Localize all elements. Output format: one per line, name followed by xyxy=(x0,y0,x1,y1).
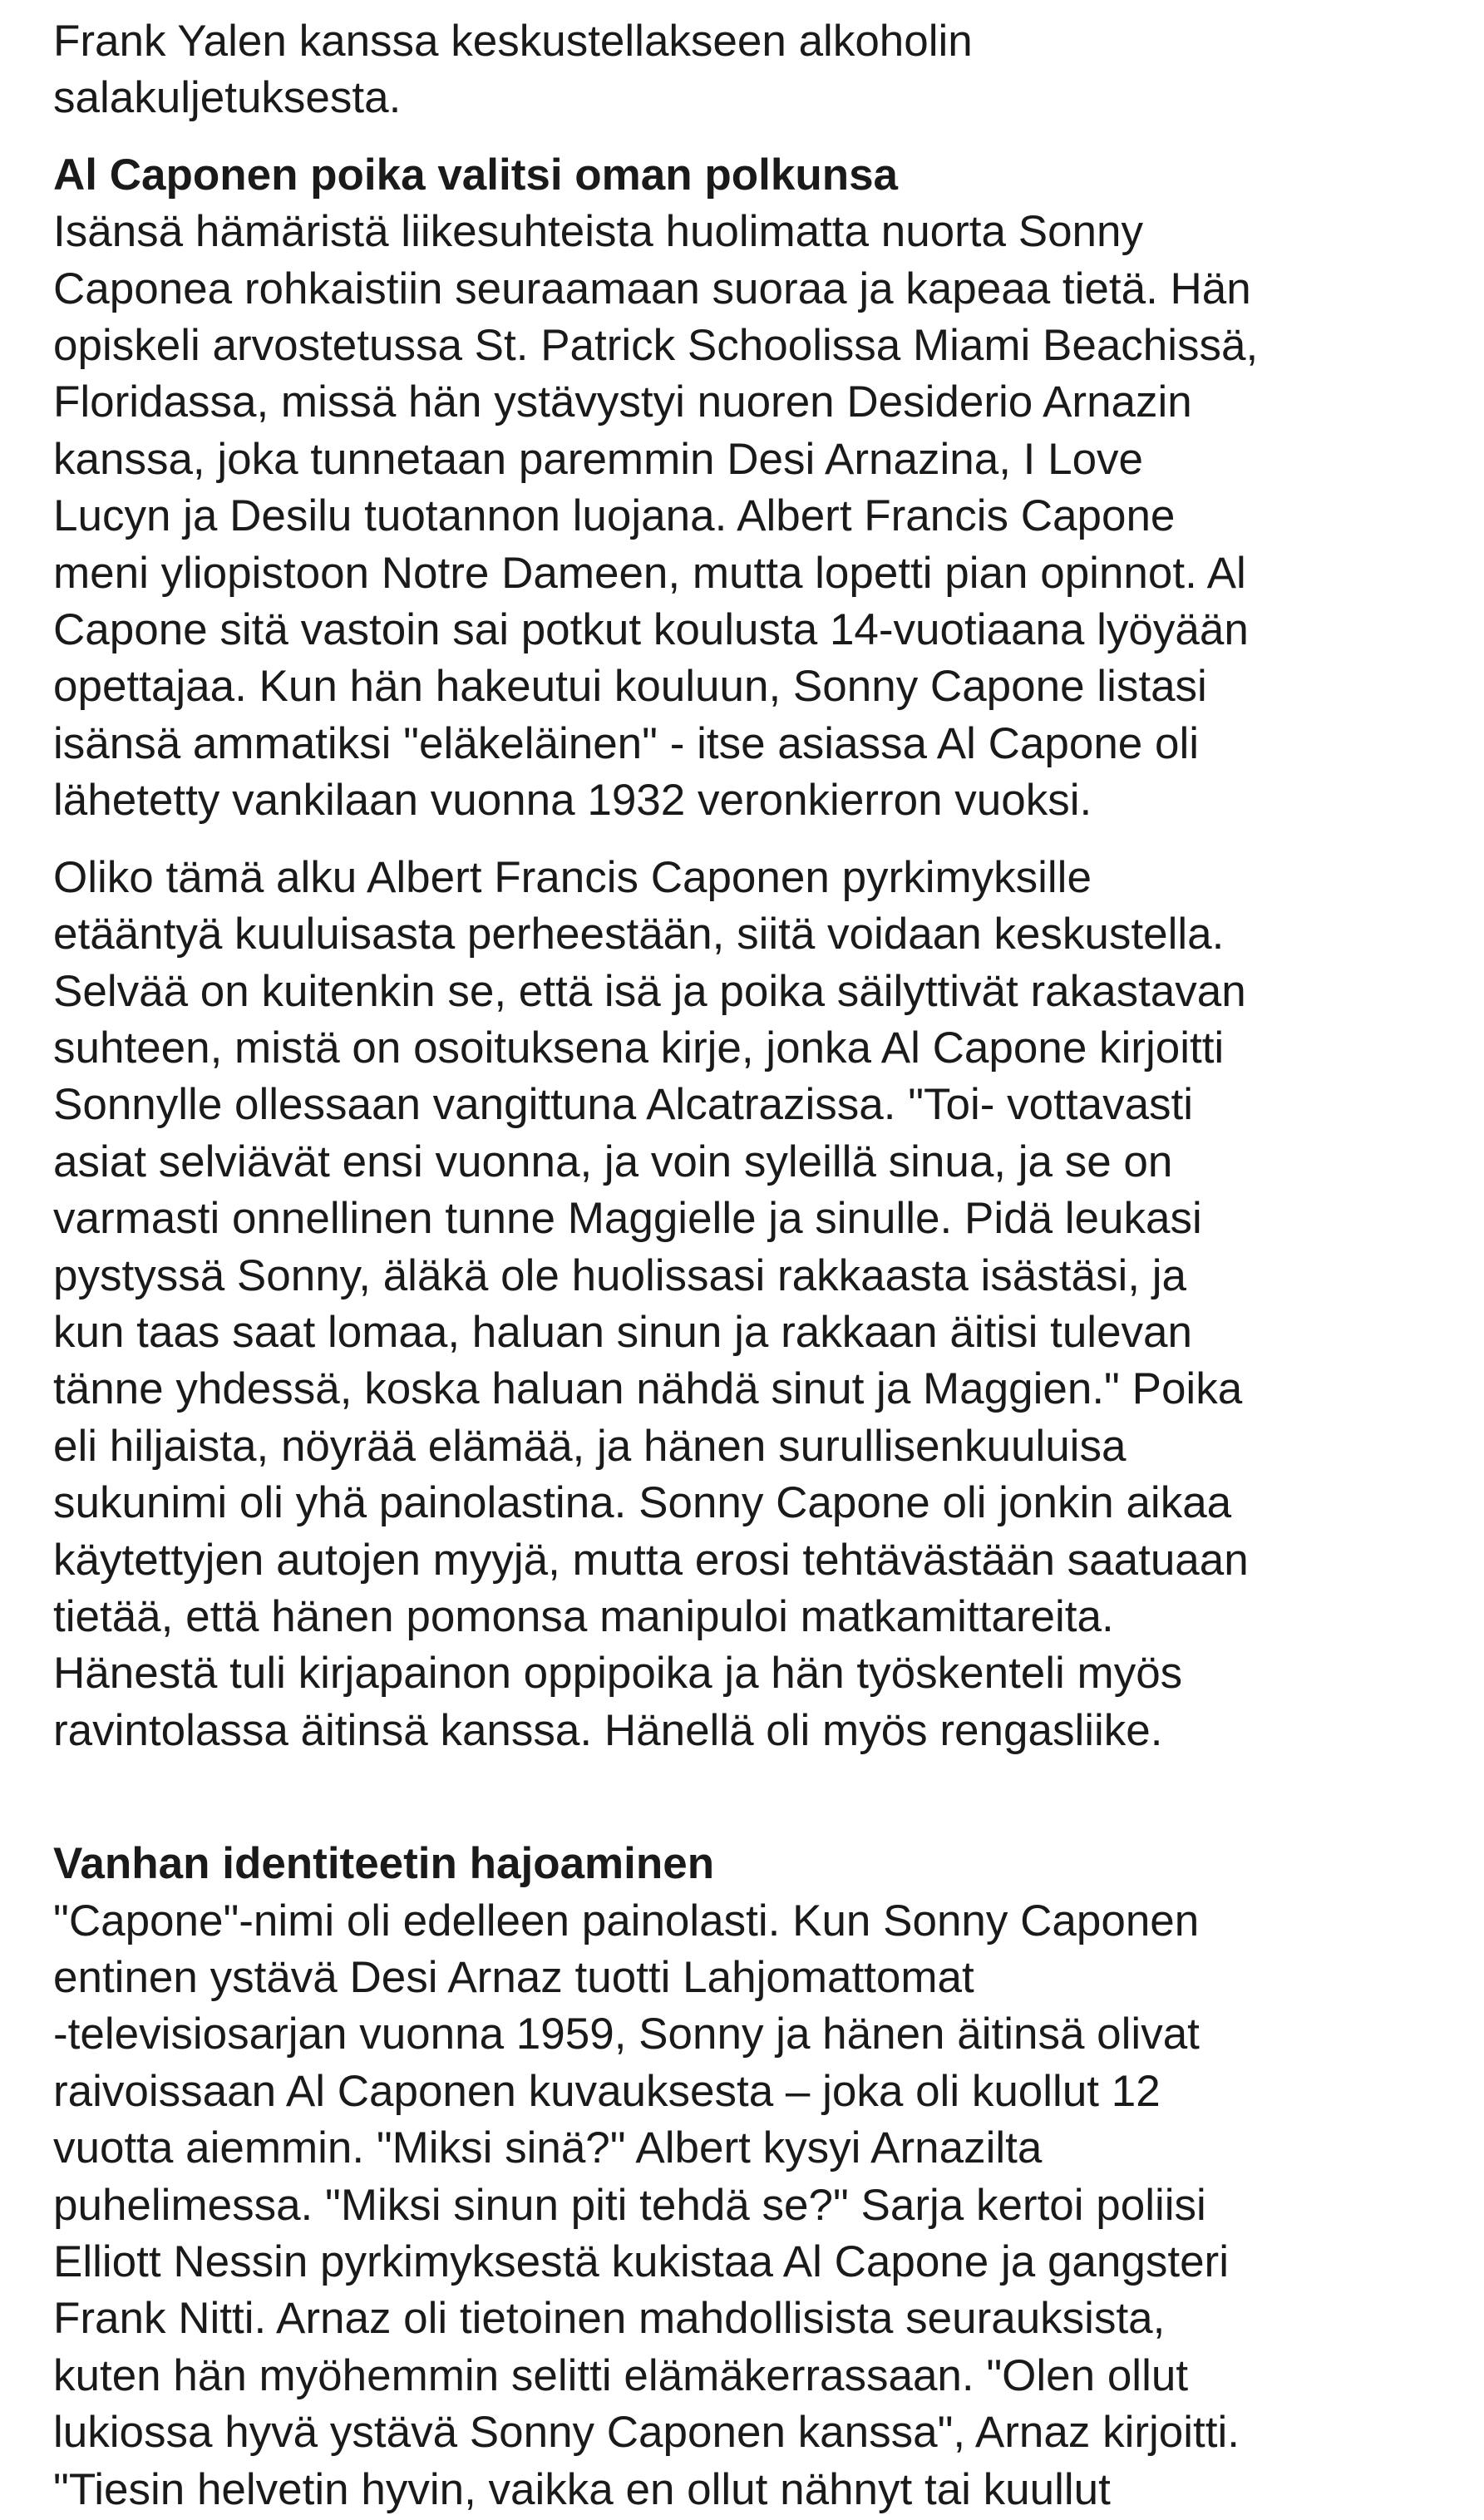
text-line: tänne yhdessä, koska haluan nähdä sinut ja Maggien." Poika xyxy=(53,1364,1243,1414)
section-heading: Vanhan identiteetin hajoaminen xyxy=(53,1839,715,1889)
text-line: opettajaa. Kun hän hakeutui kouluun, Sonny Capone listasi xyxy=(53,662,1207,712)
text-line: puhelimessa. "Miksi sinun piti tehdä se?" Sarja kertoi poliisi xyxy=(53,2180,1206,2230)
text-line: käytettyjen autojen myyjä, mutta erosi tehtävästään saatuaan xyxy=(53,1535,1249,1585)
text-line: sukunimi oli yhä painolastina. Sonny Capone oli jonkin aikaa xyxy=(53,1478,1232,1528)
section-vanhan-identiteetin-hajoaminen xyxy=(53,1836,1467,2518)
body-paragraph xyxy=(53,850,1467,1760)
text-line: Caponea rohkaistiin seuraamaan suoraa ja kapeaa tietä. Hän xyxy=(53,264,1251,313)
text-line: suhteen, mistä on osoituksena kirje, jonka Al Capone kirjoitti xyxy=(53,1023,1225,1073)
text-line: Isänsä hämäristä liikesuhteista huolimatta nuorta Sonny xyxy=(53,207,1143,257)
text-line: isänsä ammatiksi "eläkeläinen" - itse asiassa Al Capone oli xyxy=(53,718,1200,768)
text-line: kanssa, joka tunnetaan paremmin Desi Arnazina, I Love xyxy=(53,434,1144,484)
body-paragraph xyxy=(53,1893,1467,2518)
body-paragraph xyxy=(53,204,1467,829)
text-line: Floridassa, missä hän ystävystyi nuoren Desiderio Arnazin xyxy=(53,377,1192,427)
section-heading: Al Caponen poika valitsi oman polkunsa xyxy=(53,150,899,200)
text-line: -televisiosarjan vuonna 1959, Sonny ja hänen äitinsä olivat xyxy=(53,2010,1200,2059)
text-line: lähetetty vankilaan vuonna 1932 veronkierron vuoksi. xyxy=(53,776,1092,826)
text-line: kuten hän myöhemmin selitti elämäkerrassaan. "Olen ollut xyxy=(53,2350,1189,2400)
text-line: opiskeli arvostetussa St. Patrick Schoolissa Miami Beachissä, xyxy=(53,321,1259,371)
text-line: pystyssä Sonny, äläkä ole huolissasi rakkaasta isästäsi, ja xyxy=(53,1250,1186,1300)
text-line: varmasti onnellinen tunne Maggielle ja sinulle. Pidä leukasi xyxy=(53,1194,1202,1244)
section-al-caponen-poika xyxy=(53,147,1467,1759)
text-line: asiat selviävät ensi vuonna, ja voin syleillä sinua, ja se on xyxy=(53,1137,1173,1186)
text-line: entinen ystävä Desi Arnaz tuotti Lahjomattomat xyxy=(53,1953,974,2002)
text-line: kun taas saat lomaa, haluan sinun ja rakkaan äitisi tulevan xyxy=(53,1307,1193,1357)
text-line: eli hiljaista, nöyrää elämää, ja hänen surullisenkuuluisa xyxy=(53,1421,1127,1471)
text-line: Elliott Nessin pyrkimyksestä kukistaa Al Capone ja gangsteri xyxy=(53,2237,1229,2287)
text-line: raivoissaan Al Caponen kuvauksesta – joka oli kuollut 12 xyxy=(53,2066,1161,2116)
intro-paragraph xyxy=(53,13,1467,127)
text-line: Frank Nitti. Arnaz oli tietoinen mahdollisista seurauksista, xyxy=(53,2294,1166,2344)
article xyxy=(53,13,1467,2518)
text-line: "Capone"-nimi oli edelleen painolasti. Kun Sonny Caponen xyxy=(53,1896,1200,1945)
text-line: Capone sitä vastoin sai potkut koulusta 14-vuotiaana lyöyään xyxy=(53,605,1249,655)
text-line: lukiossa hyvä ystävä Sonny Caponen kanssa", Arnaz kirjoitti. xyxy=(53,2408,1240,2458)
text-line: Sonnylle ollessaan vangittuna Alcatrazissa. "Toi- vottavasti xyxy=(53,1080,1194,1130)
text-line: meni yliopistoon Notre Dameen, mutta lopetti pian opinnot. Al xyxy=(53,548,1246,598)
text-line: salakuljetuksesta. xyxy=(53,73,402,123)
text-line: Frank Yalen kanssa keskustellakseen alkoholin xyxy=(53,17,973,66)
text-line: etääntyä kuuluisasta perheestään, siitä voidaan keskustella. xyxy=(53,910,1225,959)
text-line: Lucyn ja Desilu tuotannon luojana. Albert Francis Capone xyxy=(53,491,1176,541)
text-line: "Tiesin helvetin hyvin, vaikka en ollut nähnyt tai kuullut xyxy=(53,2464,1111,2514)
text-line: ravintolassa äitinsä kanssa. Hänellä oli myös rengasliike. xyxy=(53,1705,1163,1755)
text-line: vuotta aiemmin. "Miksi sinä?" Albert kysyi Arnazilta xyxy=(53,2123,1043,2173)
text-line: Oliko tämä alku Albert Francis Caponen pyrkimyksille xyxy=(53,852,1092,902)
text-line: Selvää on kuitenkin se, että isä ja poika säilyttivät rakastavan xyxy=(53,966,1246,1016)
text-line: tietää, että hänen pomonsa manipuloi matkamittareita. xyxy=(53,1591,1114,1641)
text-line: Hänestä tuli kirjapainon oppipoika ja hän työskenteli myös xyxy=(53,1649,1183,1699)
